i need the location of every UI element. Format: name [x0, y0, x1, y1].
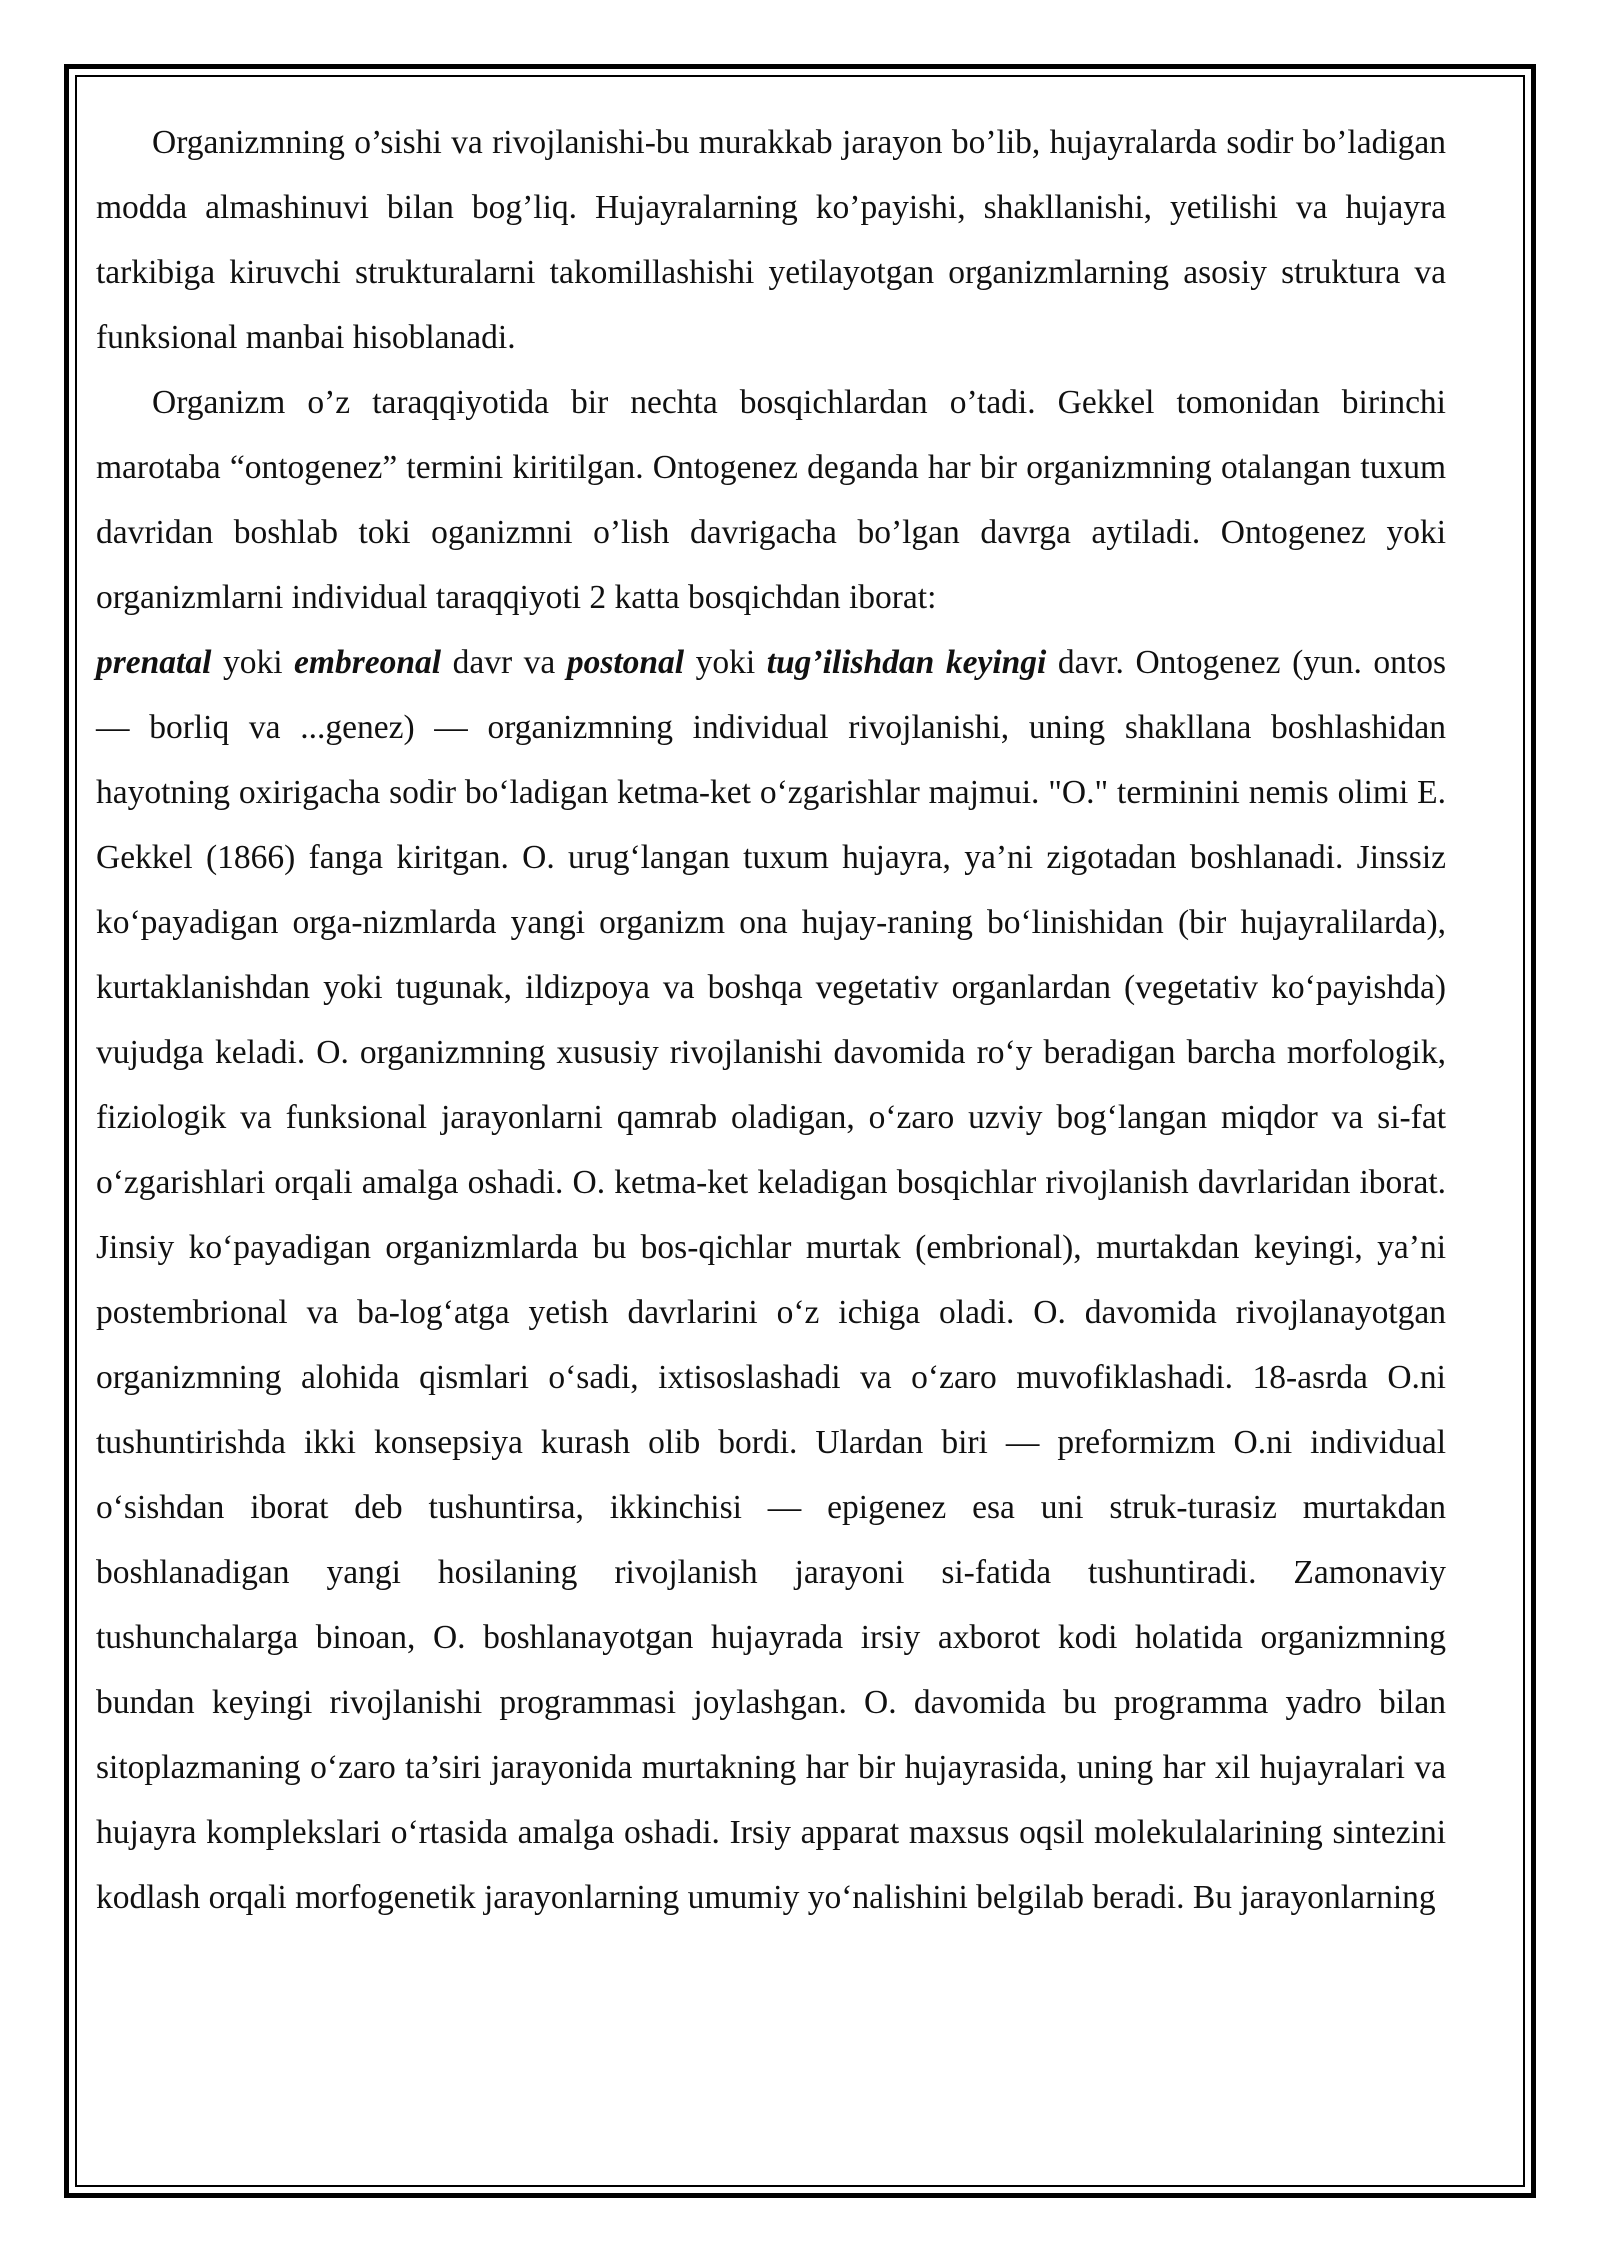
term-postnatal: tug’ilishdan keyingi — [766, 644, 1047, 681]
connector-text: yoki — [695, 644, 756, 681]
connector-text: davr va — [452, 644, 556, 681]
document-body — [96, 110, 1446, 1930]
connector-text: yoki — [222, 644, 283, 681]
paragraph-ontogenesis-body: davr. Ontogenez (yun. ontos — borliq va ...genez) — organizmning individual rivojlanishi, uning shakllana boshlashidan hayotning oxirigacha sodir boʻladigan ketma-ket oʻzgarishlar majmui. "O." terminini nemis olimi E. Gekkel (1866) fanga kiritgan. O. urugʻlangan tuxum hujayra, ya’ni zigotadan boshlanadi. Jinssiz koʻpayadigan orga-nizmlarda yangi organizm ona hujay-raning boʻlinishidan (bir hujayralilarda), kurtaklanishdan yoki tugunak, ildizpoya va boshqa vegetativ organlardan (vegetativ koʻpayishda) vujudga keladi. O. organizmning xususiy rivojlanishi davomida roʻy beradigan barcha morfologik, fiziologik va funksional jarayonlarni qamrab oladigan, oʻzaro uzviy bogʻlangan miqdor va si-fat oʻzgarishlari orqali amalga oshadi. O. ketma-ket keladigan bosqichlar rivojlanish davrlaridan iborat. Jinsiy koʻpayadigan organizmlarda bu bos-qichlar murtak (embrional), murtakdan keyingi, ya’ni postembrional va ba-logʻatga yetish davrlarini oʻz ichiga oladi. O. davomida rivojlanayotgan organizmning alohida qismlari oʻsadi, ixtisoslashadi va oʻzaro muvofiklashadi. 18-asrda O.ni tushuntirishda ikki konsepsiya kurash olib bordi. Ulardan biri — preformizm O.ni individual oʻsishdan iborat deb tushuntirsa, ikkinchisi — epigenez esa uni struk-turasiz murtakdan boshlanadigan yangi hosilaning rivojlanish jarayoni si-fatida tushuntiradi. Zamonaviy tushunchalarga binoan, O. boshlanayotgan hujayrada irsiy axborot kodi holatida organizmning bundan keyingi rivojlanishi programmasi joylashgan. O. davomida bu programma yadro bilan sitoplazmaning oʻzaro ta’siri jarayonida murtakning har bir hujayrasida, uning har xil hujayralari va hujayra komplekslari oʻrtasida amalga oshadi. Irsiy apparat maxsus oqsil molekulalarining sintezini kodlash orqali morfogenetik jarayonlarning umumiy yoʻnalishini belgilab beradi. Bu jarayonlarning — [96, 644, 1446, 1916]
term-prenatal: prenatal — [96, 644, 212, 681]
paragraph-growth: Organizmning o’sishi va rivojlanishi-bu murakkab jarayon bo’lib, hujayralarda sodir bo’ladigan modda almashinuvi bilan bog’liq. Hujayralarning ko’payishi, shakllanishi, yetilishi va hujayra tarkibiga kiruvchi strukturalarni takomillashishi yetilayotgan organizmlarning asosiy struktura va funksional manbai hisoblanadi. — [96, 124, 1446, 356]
term-embreonal: embreonal — [294, 644, 442, 681]
term-postonal: postonal — [566, 644, 685, 681]
paragraph-ontogenesis — [96, 370, 1446, 1930]
paragraph-ontogenesis-intro: Organizm o’z taraqqiyotida bir nechta bosqichlardan o’tadi. Gekkel tomonidan birinchi marotaba “ontogenez” termini kiritilgan. Ontogenez deganda har bir organizmning otalangan tuxum davridan boshlab toki oganizmni o’lish davrigacha bo’lgan davrga aytiladi. Ontogenez yoki organizmlarni individual taraqqiyoti 2 katta bosqichdan iborat: — [96, 384, 1446, 616]
